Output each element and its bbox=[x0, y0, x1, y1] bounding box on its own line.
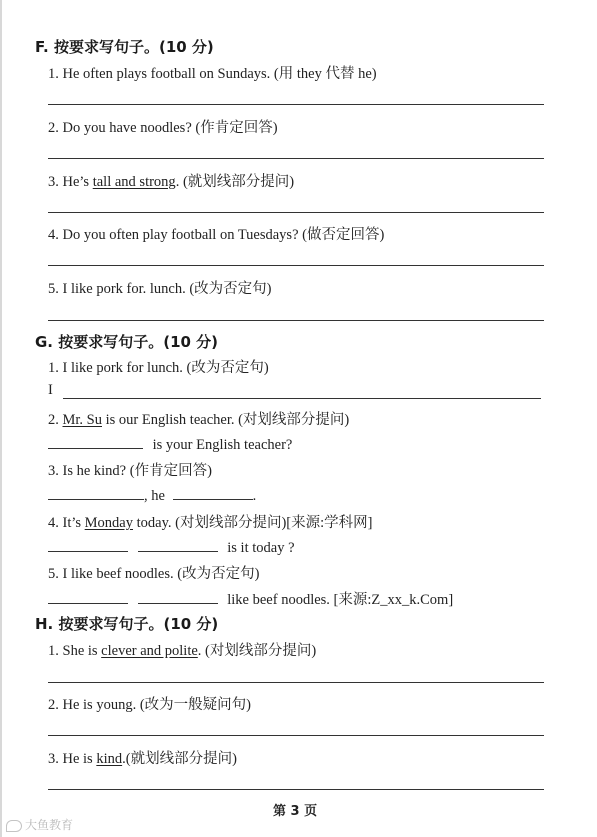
h-q3-pre: 3. He is bbox=[48, 751, 97, 767]
h-q3-underlined: kind bbox=[96, 751, 123, 767]
g-answer-2-blank[interactable] bbox=[48, 434, 143, 449]
section-h-title: H. 按要求写句子。(10 分) bbox=[35, 615, 219, 633]
g-answer-4-blank-2[interactable] bbox=[138, 537, 218, 552]
f-question-1: 1. He often plays football on Sundays. (用 they 代替 he) bbox=[48, 66, 377, 82]
g-answer-4-blank-1[interactable] bbox=[48, 537, 128, 552]
f-answer-line-1[interactable] bbox=[48, 104, 544, 105]
g-answer-3-blank-2[interactable] bbox=[173, 485, 253, 500]
watermark bbox=[6, 816, 73, 833]
g-answer-3-end: . bbox=[252, 488, 257, 504]
page-edge bbox=[0, 0, 2, 837]
h-answer-line-3[interactable] bbox=[48, 789, 544, 790]
g-answer-1-start: I bbox=[48, 382, 53, 398]
f-q5-pre: 5. I like pork for bbox=[48, 281, 143, 297]
f-answer-line-4[interactable] bbox=[48, 265, 544, 266]
g-answer-4-row bbox=[48, 537, 295, 557]
g-q4-underlined: Monday bbox=[84, 515, 133, 531]
g-answer-3-blank-1[interactable] bbox=[48, 485, 144, 500]
g-answer-3-row bbox=[48, 485, 256, 505]
g-answer-2-text: is your English teacher? bbox=[152, 437, 293, 453]
f-question-5 bbox=[48, 277, 272, 298]
g-q2-post: is our English teacher. (对划线部分提问) bbox=[102, 412, 350, 428]
g-answer-5-blank-1[interactable] bbox=[48, 589, 128, 604]
g-answer-5-blank-2[interactable] bbox=[138, 589, 218, 604]
h-question-2: 2. He is young. (改为一般疑问句) bbox=[48, 697, 251, 713]
g-answer-2-row bbox=[48, 434, 292, 454]
g-q4-pre: 4. It’s bbox=[48, 515, 85, 531]
f-answer-line-2[interactable] bbox=[48, 158, 544, 159]
f-q3-pre: 3. He’s bbox=[48, 174, 93, 190]
g-answer-5-row bbox=[48, 588, 453, 609]
f-q5-mid: . lunch. (改为否定句) bbox=[142, 281, 272, 297]
f-answer-line-3[interactable] bbox=[48, 212, 544, 213]
g-question-2 bbox=[48, 408, 349, 429]
g-question-3: 3. Is he kind? (作肯定回答) bbox=[48, 463, 212, 479]
g-q2-prefix: 2. bbox=[48, 412, 63, 428]
g-question-1: 1. I like pork for lunch. (改为否定句) bbox=[48, 360, 269, 376]
g-question-5: 5. I like beef noodles. (改为否定句) bbox=[48, 566, 260, 582]
h-question-3 bbox=[48, 747, 237, 768]
section-g-title: G. 按要求写句子。(10 分) bbox=[35, 333, 219, 351]
g-answer-line-1[interactable] bbox=[63, 398, 541, 399]
f-q3-post: . (就划线部分提问) bbox=[175, 174, 295, 190]
f-answer-line-5[interactable] bbox=[48, 320, 544, 321]
f-question-4: 4. Do you often play football on Tuesdays? (做否定回答) bbox=[48, 227, 385, 243]
h-question-1 bbox=[48, 639, 316, 660]
h-answer-line-2[interactable] bbox=[48, 735, 544, 736]
f-q3-underlined: tall and strong bbox=[92, 174, 176, 190]
g-answer-3-mid: , he bbox=[144, 488, 165, 504]
g-q2-underlined: Mr. Su bbox=[62, 412, 102, 428]
chat-bubble-icon bbox=[6, 820, 22, 832]
g-q4-post: today. (对划线部分提问)[来源:学科网] bbox=[133, 515, 373, 531]
f-question-2: 2. Do you have noodles? (作肯定回答) bbox=[48, 120, 278, 136]
watermark-text: 大鱼教育 bbox=[25, 818, 74, 832]
h-q1-post: . (对划线部分提问) bbox=[197, 643, 317, 659]
h-answer-line-1[interactable] bbox=[48, 682, 544, 683]
g-answer-4-text: is it today ? bbox=[227, 540, 295, 556]
g-answer-5-text: like beef noodles. [来源:Z_xx_k.Com] bbox=[227, 592, 454, 608]
h-q1-underlined: clever and polite bbox=[101, 643, 198, 659]
h-q3-post: .(就划线部分提问) bbox=[122, 751, 237, 767]
page-number: 第 3 页 bbox=[273, 804, 318, 819]
section-f-title: F. 按要求写句子。(10 分) bbox=[35, 38, 214, 56]
f-question-3 bbox=[48, 170, 294, 191]
h-q1-pre: 1. She is bbox=[48, 643, 102, 659]
g-question-4 bbox=[48, 511, 373, 532]
